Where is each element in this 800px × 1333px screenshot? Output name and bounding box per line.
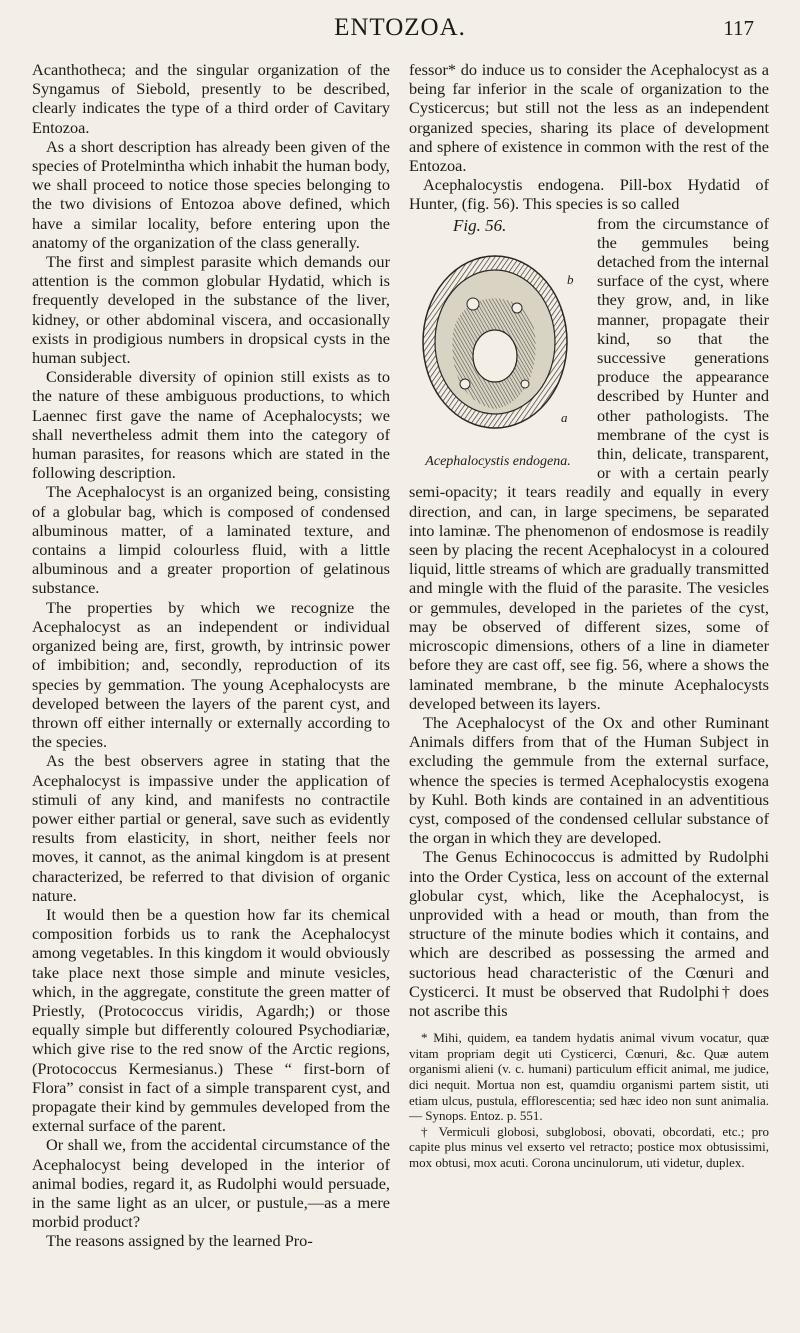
figure-label: Fig. 56.: [453, 215, 507, 235]
gemmule: [467, 298, 479, 310]
paragraph: The Genus Echinococcus is admitted by Rudolphi into the Order Cystica, less on account of the external globular cyst, which, like the Acephalocyst, is unprovided with a head or mouth, than from the structure of the minute bodies which it contains, and which are described as possessing the armed and suctorious head characteristic of the Cœnuri and Cysticerci. It must be observed that Rudolphi† does not ascribe this: [409, 847, 769, 1020]
figure-caption: Acephalocystis endogena.: [425, 454, 571, 470]
paragraph: As the best observers agree in stating that the Acephalocyst is impassive under the application of stimuli of any kind, and manifests no contractile power either partial or general, save such as evidently results from elasticity, in short, neither feels nor moves, it cannot, as the animal kingdom is at present characterized, be referred to that division of organic nature.: [32, 751, 390, 905]
paragraph: Or shall we, from the accidental circumstance of the Acephalocyst being developed in the interior of animal bodies, regard it, as Rudolphi would persuade, in the same light as an ulcer, or pustule,—as a mere morbid product?: [32, 1135, 390, 1232]
paragraph: fessor* do induce us to consider the Acephalocyst as a being far inferior in the scale of organization to the Cysticercus; but still not the less as an independent organized species, sharing its place of development and sphere of existence in common with the rest of the Entozoa.: [409, 60, 769, 176]
figure-56: [409, 214, 587, 472]
gemmule: [460, 379, 470, 389]
marker-a: a: [561, 409, 568, 425]
running-head: [0, 14, 800, 54]
footnote: † Vermiculi globosi, subglobosi, obovati, obcordati, etc.; pro capite plus minus vel exserto vel retracto; postice mox obtusissimi, mox obtusi, mox acuti. Corona uncinulorum, uti videtur, duplex.: [409, 1123, 769, 1170]
marker-b: b: [567, 271, 574, 287]
paragraph: from the circumstance of the gemmules being detached from the internal surface of the cyst, where they grow, and, in like manner, propagate their kind, so that the successive generations produce the appearance described by Hunter and other pathologists. The membrane of the cyst is thin, delicate, transparent, or with a certain pearly semi-opacity; it tears readily and equally in every direction, and can, in large specimens, be separated into laminæ. The phenomenon of endosmose is readily seen by placing the recent Acephalocyst in a coloured liquid, little streams of which are gradually transmitted and mingle with the fluid of the parasite. The vesicles or gemmules, developed in the parietes of the cyst, may be observed of different sizes, some of microscopic dimensions, others of a line in diameter before they are cast off, see fig. 56, where a shows the laminated membrane, b the minute Acephalocysts developed between its layers.: [409, 213, 769, 713]
paragraph: Acephalocystis endogena. Pill-box Hydatid of Hunter, (fig. 56). This species is so called: [409, 175, 769, 214]
paragraph: As a short description has already been given of the species of Protelmintha which inhabit the human body, we shall proceed to notice those species belonging to the two divisions of Entozoa above defined, which have a similar locality, before entering upon the anatomy of the organization of the class generally.: [32, 136, 390, 252]
page-number: 117: [723, 16, 754, 40]
left-column: [32, 60, 390, 1251]
right-column: [409, 60, 769, 1171]
gemmule: [521, 380, 529, 388]
paragraph: The Acephalocyst is an organized being, consisting of a globular bag, which is composed of condensed albuminous matter, of a laminated texture, and contains a limpid colourless fluid, with a little albuminous and a greater proportion of gelatinous substance.: [32, 482, 390, 598]
gemmule: [512, 303, 522, 313]
paragraph: The first and simplest parasite which demands our attention is the common globular Hydatid, which is frequently developed in the substance of the liver, kidney, or other abdominal viscera, and occasionally exists in prodigious numbers in dropsical cysts in the human subject.: [32, 252, 390, 368]
running-title: ENTOZOA.: [334, 14, 466, 41]
paragraph: It would then be a question how far its chemical composition forbids us to rank the Acephalocyst among vegetables. In this kingdom it would obviously take place next those simple and minute vesicles, which, in the aggregate, constitute the green matter of Priestly, (Protococcus viridis, Agardh;) or those equally simple but differently coloured Psychodiariæ, which give rise to the red snow of the Arctic regions, (Protococcus Kermesianus.) These “ first-born of Flora” consist in fact of a simple transparent cyst, and propagate their kind by gemmules developed from the external surface of the parent.: [32, 904, 390, 1136]
central-cavity: [473, 330, 517, 382]
paragraph: The Acephalocyst of the Ox and other Ruminant Animals differs from that of the Human Subject in excluding the gemmule from the external surface, whence the species is termed Acephalocystis exogena by Kuhl. Both kinds are contained in an adventitious cyst, composed of the condensed cellular substance of the organ in which they are developed.: [409, 712, 769, 848]
paragraph: The reasons assigned by the learned Pro-: [46, 1231, 313, 1251]
hydatid-illustration: [413, 234, 583, 446]
footnotes: [409, 1030, 769, 1170]
paragraph: Considerable diversity of opinion still exists as to the nature of these ambiguous productions, to which Laennec first gave the name of Acephalocysts; we shall nevertheless admit them into the category of human parasites, for reasons which are stated in the following description.: [32, 367, 390, 483]
paragraph: The properties by which we recognize the Acephalocyst as an independent or individual organized being are, first, growth, by intrinsic power of imbibition; and, secondly, reproduction of its species by gemmation. The young Acephalocysts are developed between the layers of the parent cyst, and thrown off either internally or externally according to the species.: [32, 597, 390, 752]
footnote: * Mihi, quidem, ea tandem hydatis animal vivum vocatur, quæ vitam propriam degit uti Cysticerci, Cœnuri, &c. Quæ autem organismi alieni (v. c. humani) particulum efficit animal, me judice, dici nequit. Mortua non est, quamdiu organismi partem sistit, uti etiam ulcus, pustula, efflorescentia; sed hæc ideo non sunt animalia.— Synops. Entoz. p. 551.: [409, 1030, 769, 1124]
paragraph: Acanthotheca; and the singular organization of the Syngamus of Siebold, presently to be described, clearly indicates the type of a third order of Cavitary Entozoa.: [32, 60, 390, 137]
